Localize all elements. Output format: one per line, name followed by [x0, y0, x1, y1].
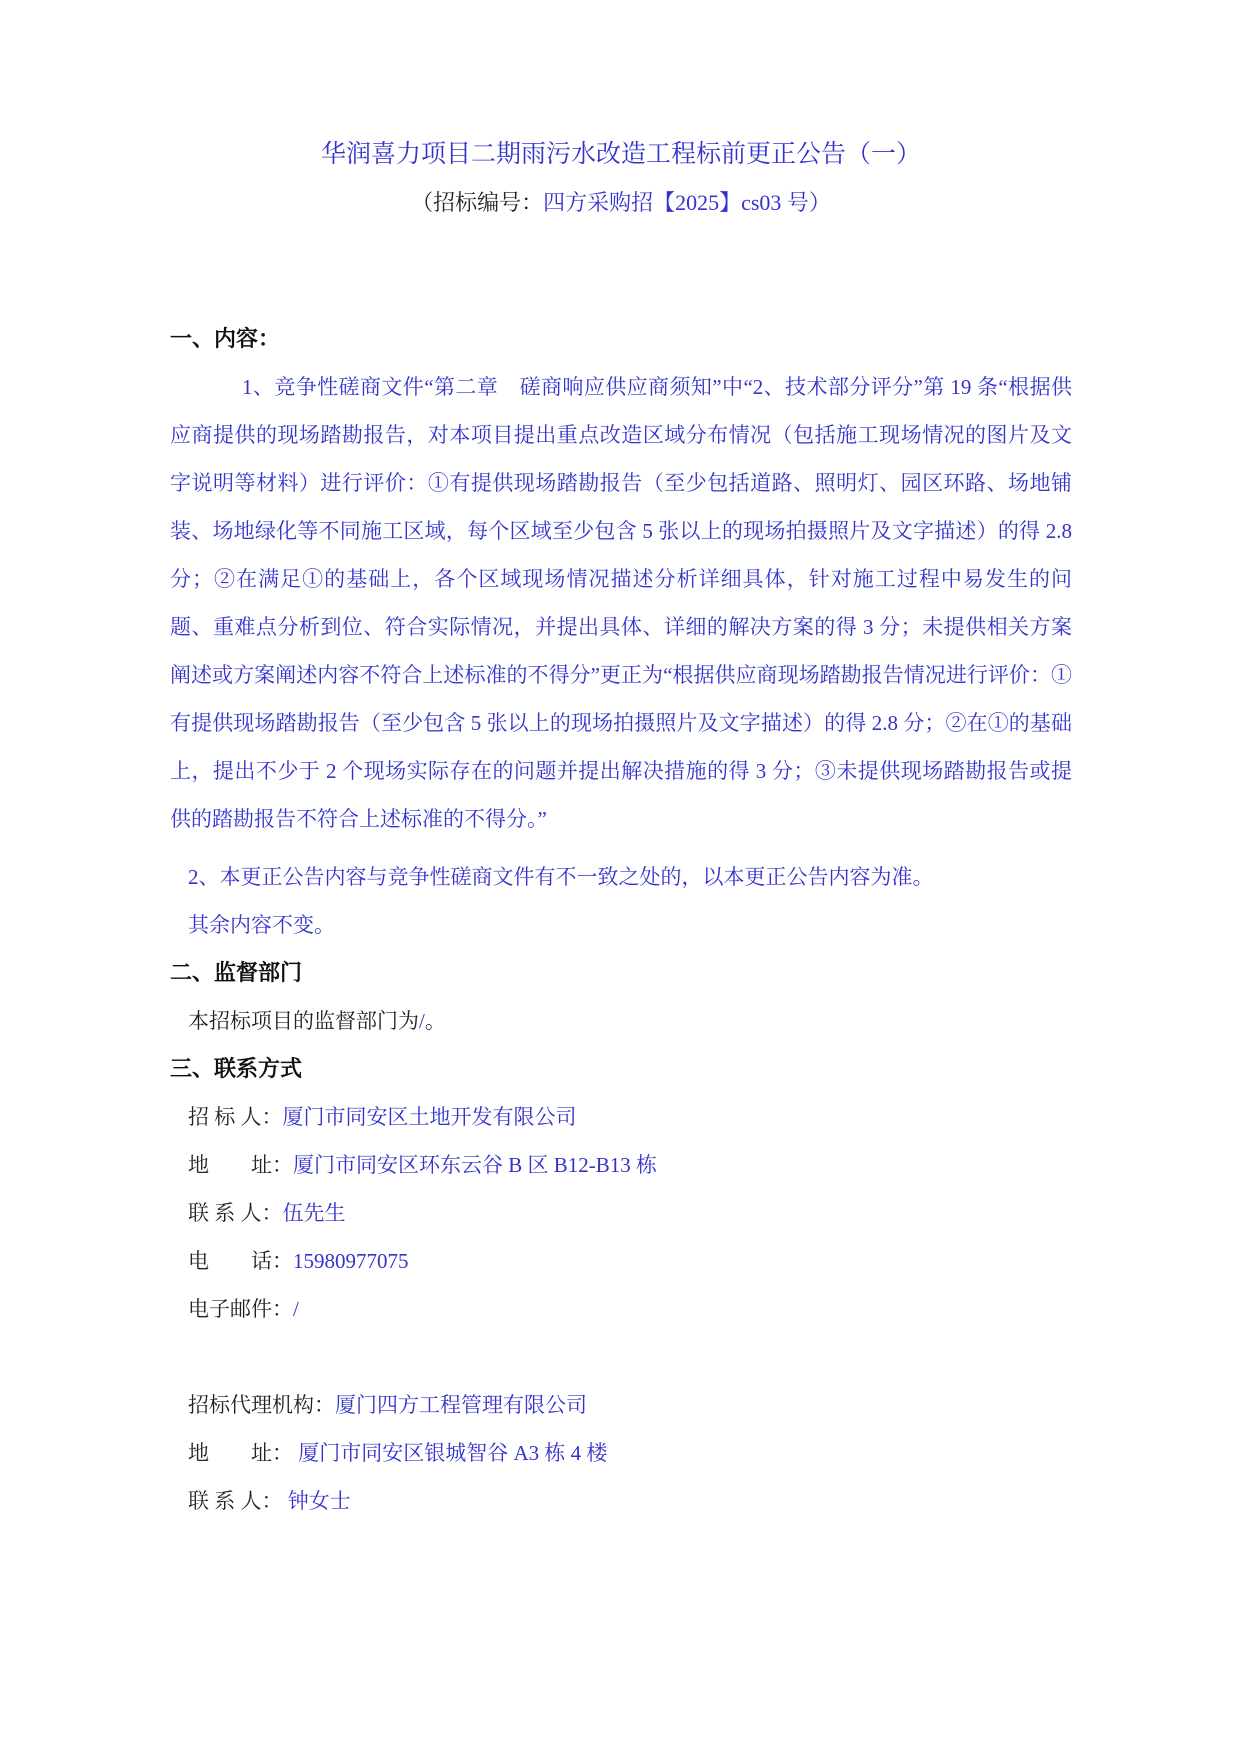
contact-row-agency-name [188, 1381, 1072, 1429]
supervision-line [188, 997, 1072, 1045]
contact-row-tenderer-person [188, 1189, 1072, 1237]
supervision-period: 。 [424, 1009, 446, 1033]
section-heading-content: 一、内容： [170, 326, 281, 351]
supervision-text: 本招标项目的监督部门为 [188, 1009, 419, 1033]
contact-label: 招标代理机构： [188, 1393, 335, 1417]
contact-label: 电子邮件： [188, 1297, 293, 1321]
agency-name-value: 厦门四方工程管理有限公司 [335, 1393, 587, 1417]
contact-label: 电 话： [188, 1249, 293, 1273]
tenderer-email-value: / [293, 1297, 299, 1321]
tenderer-person-value: 伍先生 [282, 1201, 346, 1225]
unchanged-note: 其余内容不变。 [188, 913, 335, 937]
tenderer-phone-value: 15980977075 [293, 1249, 409, 1273]
agency-contact-block [188, 1381, 1072, 1525]
contact-row-tenderer-phone [188, 1237, 1072, 1285]
precedence-paragraph: 2、本更正公告内容与竞争性磋商文件有不一致之处的，以本更正公告内容为准。 [188, 865, 934, 889]
contact-row-tenderer-email [188, 1285, 1072, 1333]
tenderer-name-value: 厦门市同安区土地开发有限公司 [282, 1105, 577, 1129]
tender-number: 四方采购招【2025】cs03 号） [543, 190, 831, 215]
document-subtitle [170, 179, 1072, 227]
section-heading-contact: 三、联系方式 [170, 1056, 303, 1081]
agency-person-value: 钟女士 [282, 1489, 351, 1513]
contact-label: 招 标 人： [188, 1105, 283, 1129]
document-title: 华润喜力项目二期雨污水改造工程标前更正公告（一） [320, 141, 921, 168]
correction-paragraph: 1、竞争性磋商文件“第二章 磋商响应供应商须知”中“2、技术部分评分”第 19 条“根据供应商提供的现场踏勘报告，对本项目提出重点改造区域分布情况（包括施工现场情况的图片及文字说明等材料）进行评价：①有提供现场踏勘报告（至少包括道路、照明灯、园区环路、场地铺装、场地绿化等不同施工区域，每个区域至少包含 5 张以上的现场拍摄照片及文字描述）的得 2.8 分；②在满足①的基础上，各个区域现场情况描述分析详细具体，针对施工过程中易发生的问题、重难点分析到位、符合实际情况，并提出具体、详细的解决方案的得 3 分；未提供相关方案阐述或方案阐述内容不符合上述标准的不得分”更正为“根据供应商现场踏勘报告情况进行评价：①有提供现场踏勘报告（至少包含 5 张以上的现场拍摄照片及文字描述）的得 2.8 分；②在①的基础上，提出不少于 2 个现场实际存在的问题并提出解决措施的得 3 分；③未提供现场踏勘报告或提供的踏勘报告不符合上述标准的不得分。” [170, 375, 1072, 831]
contact-label: 地 址： [188, 1153, 293, 1177]
contact-row-tenderer-address [188, 1141, 1072, 1189]
contact-row-agency-person [188, 1477, 1072, 1525]
tenderer-contact-block [188, 1093, 1072, 1333]
supervision-value: / [419, 1009, 425, 1033]
contact-label: 联 系 人： [188, 1489, 283, 1513]
contact-label: 地 址： [188, 1441, 293, 1465]
section-heading-supervision: 二、监督部门 [170, 960, 303, 985]
contact-row-agency-address [188, 1429, 1072, 1477]
agency-address-value: 厦门市同安区银城智谷 A3 栋 4 楼 [293, 1441, 608, 1465]
subtitle-prefix: （招标编号： [411, 190, 544, 215]
contact-label: 联 系 人： [188, 1201, 283, 1225]
tenderer-address-value: 厦门市同安区环东云谷 B 区 B12-B13 栋 [293, 1153, 658, 1177]
contact-row-tenderer-name [188, 1093, 1072, 1141]
